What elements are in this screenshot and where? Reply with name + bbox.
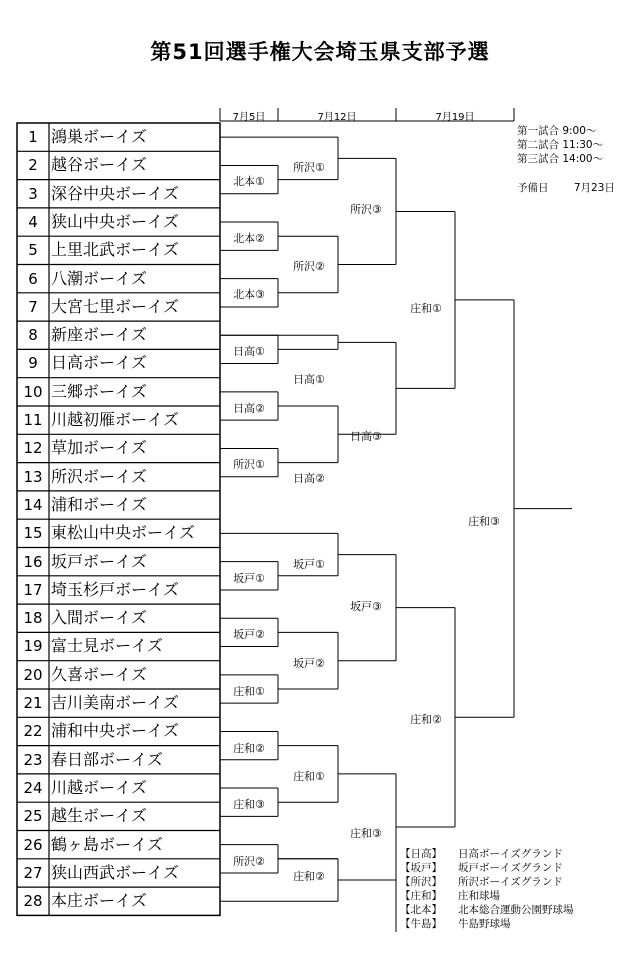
team-name: 大宮七里ボーイズ (51, 296, 179, 316)
team-name: 狭山西武ボーイズ (51, 862, 179, 882)
team-name: 新座ボーイズ (51, 325, 147, 345)
team-name: 埼玉杉戸ボーイズ (51, 579, 179, 599)
round1-match-label: 日高① (233, 345, 265, 358)
round1-match-label: 所沢① (233, 458, 265, 471)
team-number: 5 (28, 241, 38, 260)
team-name: 所沢ボーイズ (51, 466, 147, 486)
team-number: 22 (23, 722, 43, 741)
team-name: 春日部ボーイズ (51, 749, 163, 769)
team-number: 9 (28, 354, 38, 373)
team-number: 23 (23, 750, 43, 769)
team-name: 越生ボーイズ (51, 806, 147, 826)
round4-match-label: 庄和② (410, 713, 442, 726)
venue-legend-item (400, 862, 563, 875)
team-name: 三郷ボーイズ (51, 381, 147, 401)
round1-match-label: 北本① (233, 175, 265, 188)
team-name: 東松山中央ボーイズ (51, 523, 195, 543)
round3-match-label: 日高③ (350, 430, 382, 443)
round2-match-label: 日高② (293, 472, 325, 485)
round3-date: 7月19日 (435, 112, 475, 123)
round1-date: 7月5日 (232, 112, 266, 123)
round2-match-label: 日高① (293, 373, 325, 386)
venue-legend-item (400, 890, 500, 903)
team-name: 富士見ボーイズ (51, 636, 163, 656)
team-name: 坂戸ボーイズ (51, 551, 147, 571)
team-number: 24 (23, 778, 43, 797)
team-number: 2 (28, 156, 38, 175)
reserve-date: 7月23日 (573, 182, 615, 194)
venue-code: 【庄和】 (400, 890, 442, 902)
team-name: 狭山中央ボーイズ (51, 211, 179, 231)
team-number: 1 (28, 128, 38, 146)
venue-name: 坂戸ボーイズグランド (458, 862, 563, 874)
team-number: 10 (23, 382, 43, 401)
team-name: 久喜ボーイズ (51, 664, 147, 684)
team-number: 27 (23, 863, 43, 882)
team-number: 3 (28, 184, 38, 203)
round2-match-label: 所沢① (293, 161, 325, 174)
venue-name: 牛島野球場 (458, 918, 511, 930)
round3-match-label: 庄和③ (350, 827, 382, 840)
venue-code: 【日高】 (400, 848, 442, 860)
venue-name: 日高ボーイズグランド (458, 848, 563, 860)
venue-code: 【所沢】 (400, 876, 442, 888)
round2-date: 7月12日 (317, 112, 357, 123)
round2-match-label: 庄和② (293, 870, 325, 883)
team-number: 17 (23, 580, 43, 599)
team-number: 14 (23, 495, 43, 514)
round3-match-label: 所沢③ (350, 203, 382, 216)
team-number: 13 (23, 467, 43, 486)
team-name: 鴻巣ボーイズ (51, 127, 147, 146)
team-name: 川越初雁ボーイズ (51, 410, 179, 429)
team-number: 7 (28, 297, 38, 316)
venue-name: 北本総合運動公園野球場 (458, 904, 574, 916)
team-name: 草加ボーイズ (51, 438, 147, 458)
schedule-second: 第二試合 11:30～ (517, 139, 604, 151)
round1-match-label: 北本③ (233, 288, 265, 301)
team-number: 16 (23, 552, 43, 571)
round3-match-label: 坂戸③ (350, 600, 382, 613)
round2-match-label: 所沢② (293, 260, 325, 273)
team-number: 20 (23, 665, 43, 684)
team-number: 28 (23, 892, 43, 911)
round1-match-label: 坂戸① (233, 572, 265, 585)
team-number: 11 (23, 411, 43, 429)
final-match-label: 庄和③ (468, 515, 500, 528)
team-number: 25 (23, 807, 43, 826)
team-number: 19 (23, 637, 43, 656)
team-name: 吉川美南ボーイズ (51, 693, 179, 712)
venue-legend-item (400, 876, 563, 889)
round1-match-label: 庄和② (233, 742, 265, 755)
round1-match-label: 北本② (233, 232, 265, 245)
round1-match-label: 坂戸② (233, 628, 265, 641)
venue-code: 【坂戸】 (400, 862, 442, 874)
venue-legend-item (400, 904, 574, 917)
venue-legend-item (400, 918, 511, 931)
team-name: 深谷中央ボーイズ (51, 183, 179, 203)
team-name: 浦和中央ボーイズ (51, 721, 179, 741)
round1-match-label: 庄和① (233, 685, 265, 698)
team-name: 本庄ボーイズ (51, 891, 147, 911)
venue-legend-item (400, 848, 563, 861)
venue-code: 【北本】 (400, 904, 442, 916)
schedule-first: 第一試合 9:00～ (517, 125, 597, 137)
team-number: 6 (28, 269, 38, 288)
venue-name: 所沢ボーイズグランド (458, 876, 563, 888)
round2-match-label: 坂戸② (293, 657, 325, 670)
team-number: 4 (28, 212, 38, 231)
round1-match-label: 所沢② (233, 855, 265, 868)
venue-code: 【牛島】 (400, 918, 442, 930)
team-number: 18 (23, 609, 43, 628)
team-number: 15 (23, 524, 43, 543)
team-name: 上里北武ボーイズ (51, 240, 179, 260)
team-name: 浦和ボーイズ (51, 494, 147, 514)
team-name: 日高ボーイズ (51, 353, 147, 373)
team-number: 21 (23, 694, 43, 712)
round2-match-label: 坂戸① (293, 558, 325, 571)
team-number: 26 (23, 835, 43, 854)
team-number: 12 (23, 439, 43, 458)
round2-match-label: 庄和① (293, 770, 325, 783)
reserve-day (517, 181, 615, 195)
team-name: 入間ボーイズ (51, 608, 147, 628)
round4-match-label: 庄和① (410, 302, 442, 315)
team-name: 鶴ヶ島ボーイズ (51, 834, 163, 854)
team-name: 八潮ボーイズ (51, 268, 147, 288)
round1-match-label: 日高② (233, 402, 265, 415)
page-title: 第51回選手権大会埼玉県支部予選 (150, 40, 490, 64)
reserve-label: 予備日 (517, 182, 549, 194)
schedule-third: 第三試合 14:00～ (517, 153, 604, 165)
team-name: 川越ボーイズ (51, 777, 147, 797)
round1-match-label: 庄和③ (233, 798, 265, 811)
team-name: 越谷ボーイズ (51, 155, 147, 175)
venue-name: 庄和球場 (458, 890, 500, 902)
team-number: 8 (28, 326, 38, 345)
